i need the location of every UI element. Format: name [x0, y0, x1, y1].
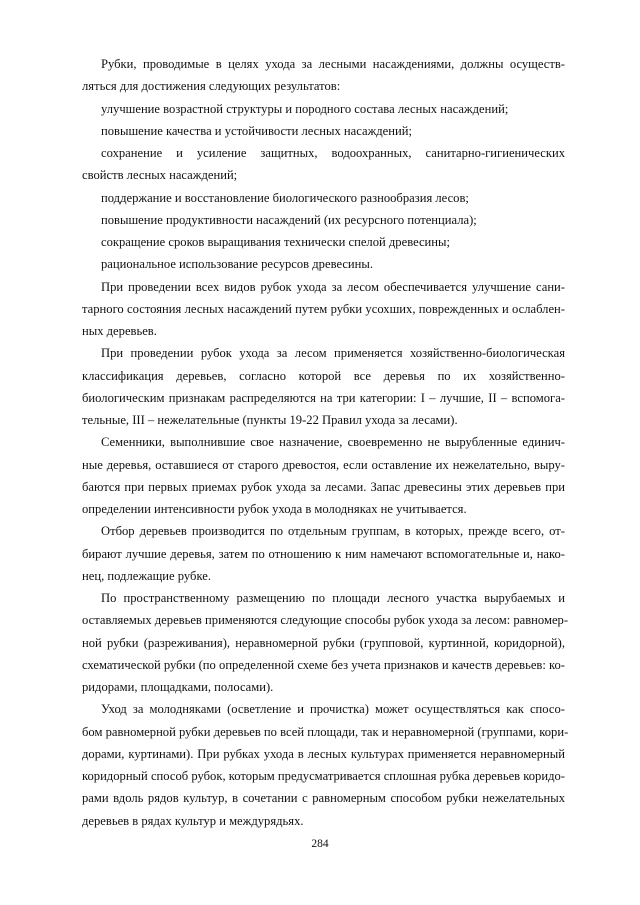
paragraph: [82, 587, 569, 698]
paragraph: [82, 53, 565, 98]
text-line: ной рубки (разреживания), неравномерной рубки (групповой, куртинной, коридорной),: [82, 635, 565, 650]
list-item: [82, 253, 565, 275]
list-item: [82, 187, 565, 209]
text-line: тарного состояния лесных насаждений путем рубки усохших, поврежденных и ослаблен-: [82, 301, 565, 316]
text-line: дорами, куртинами). При рубках ухода в лесных культурах применяется неравномерный: [82, 746, 565, 761]
text-line: баются при первых приемах рубок ухода за лесами. Запас древесины этих деревьев при: [82, 479, 565, 494]
document-page: [82, 53, 569, 832]
text-line: сохранение и усиление защитных, водоохранных, санитарно-гигиенических: [101, 146, 565, 160]
text-line: рами вдоль рядов культур, в сочетании с равномерным способом рубки нежелательных: [82, 791, 565, 806]
page-number: 284: [311, 838, 329, 850]
text-line: При проведении рубок ухода за лесом применяется хозяйственно-биологическая: [101, 346, 565, 361]
text-line: оставляемых деревьев применяются следующие способы рубок ухода за лесом: равномер-: [82, 613, 569, 628]
list-item: [82, 120, 565, 142]
text-line: повышение качества и устойчивости лесных насаждений;: [101, 123, 412, 138]
text-line: ные деревья, оставшиеся от старого древостоя, если оставление их нежелательно, выру-: [82, 457, 565, 472]
text-line: При проведении всех видов рубок ухода за лесом обеспечивается улучшение сани-: [101, 279, 565, 294]
list-item: [82, 142, 565, 187]
text-line: Уход за молодняками (осветление и прочистка) может осуществляться как спосо-: [101, 702, 565, 717]
text-line: ных деревьев.: [82, 324, 157, 338]
text-line: сокращение сроков выращивания технически спелой древесины;: [101, 235, 450, 249]
text-line: нец, подлежащие рубке.: [82, 568, 211, 583]
text-line: улучшение возрастной структуры и породного состава лесных насаждений;: [101, 101, 509, 116]
list-item: [82, 209, 565, 231]
text-line: рациональное использование ресурсов древесины.: [101, 257, 374, 272]
text-line: повышение продуктивности насаждений (их ресурсного потенциала);: [101, 212, 477, 227]
list-item: [82, 98, 565, 120]
text-line: поддержание и восстановление биологического разнообразия лесов;: [101, 190, 469, 205]
text-line: классификация деревьев, согласно которой все деревья по их хозяйственно-: [82, 368, 565, 383]
paragraph: [82, 520, 565, 587]
text-line: определении интенсивности рубок ухода в молодняках не учитывается.: [82, 502, 467, 516]
text-line: деревьев в рядах культур и междурядьях.: [82, 813, 304, 828]
text-line: ридорами, площадками, полосами).: [82, 680, 274, 694]
text-line: Рубки, проводимые в целях ухода за лесными насаждениями, должны осуществ-: [101, 57, 565, 71]
text-line: тельные, III – нежелательные (пункты 19-22 Правил ухода за лесами).: [82, 413, 458, 427]
text-line: бом равномерной рубки деревьев по всей площади, так и неравномерной (группами, кори-: [82, 724, 569, 739]
paragraph: [82, 342, 565, 431]
list-item: [82, 231, 565, 253]
text-line: Семенники, выполнившие свое назначение, своевременно не вырубленные единич-: [101, 435, 565, 450]
paragraph: [82, 431, 565, 520]
text-line: По пространственному размещению по площади лесного участка вырубаемых и: [101, 591, 565, 605]
text-line: коридорный способ рубок, которым предусматривается сплошная рубка деревьев коридо-: [82, 769, 565, 783]
text-line: ляться для достижения следующих результатов:: [82, 79, 341, 94]
paragraph: [82, 276, 565, 343]
paragraph: [82, 698, 569, 832]
text-line: Отбор деревьев производится по отдельным группам, в которых, прежде всего, от-: [101, 524, 565, 539]
text-line: свойств лесных насаждений;: [82, 168, 238, 183]
text-line: биологическим признакам распределяются на три категории: I – лучшие, II – вспомога-: [82, 390, 565, 405]
text-line: бирают лучшие деревья, затем по отношению к ним намечают вспомогательные и, нако-: [82, 546, 565, 561]
text-line: схематической рубки (по определенной схеме без учета признаков и качеств деревьев: ко-: [82, 657, 565, 672]
